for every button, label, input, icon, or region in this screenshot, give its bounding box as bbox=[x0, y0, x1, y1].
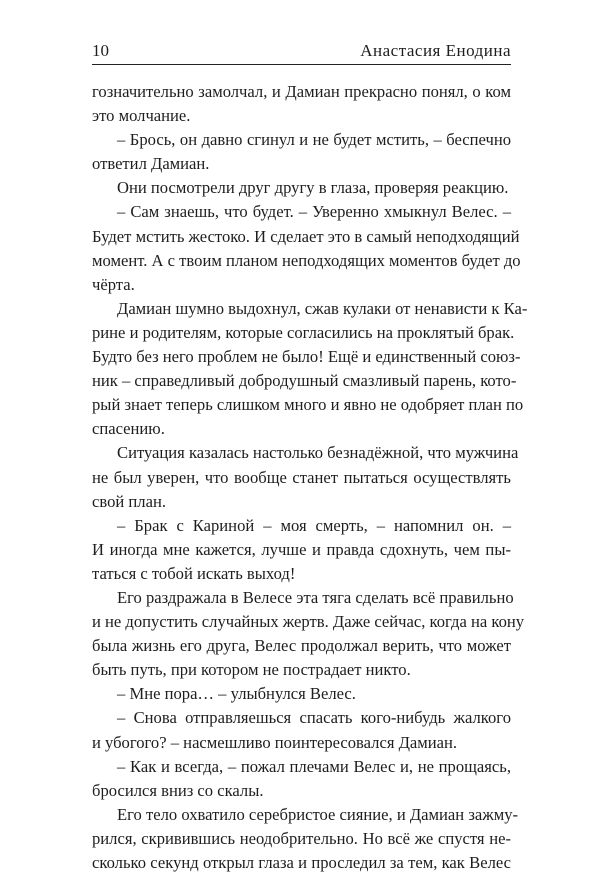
text-line: – Мне пора… – улыбнулся Велес. bbox=[117, 684, 356, 704]
text-line: – Брось, он давно сгинул и не будет мстить, – беспечно bbox=[117, 130, 511, 150]
text-line: это молчание. bbox=[92, 106, 191, 126]
text-line: ник – справедливый добродушный смазливый парень, кото- bbox=[92, 371, 517, 391]
text-line: Они посмотрели друг другу в глаза, проверяя реакцию. bbox=[117, 178, 509, 198]
text-line: рился, скривившись неодобрительно. Но всё же спустя не- bbox=[92, 828, 511, 848]
text-line: момент. А с твоим планом неподходящих моментов будет до bbox=[92, 250, 521, 270]
text-line: – Сам знаешь, что будет. – Уверенно хмыкнул Велес. – bbox=[117, 202, 511, 222]
text-line: быть путь, при котором не пострадает никто. bbox=[92, 660, 411, 680]
running-title: Анастасия Енодина bbox=[360, 41, 511, 60]
text-line: чёрта. bbox=[92, 274, 135, 294]
text-line: рине и родителям, которые согласились на проклятый брак. bbox=[92, 322, 515, 342]
text-line: И иногда мне кажется, лучше и правда сдохнуть, чем пы- bbox=[92, 539, 511, 559]
text-line: гозначительно замолчал, и Дамиан прекрасно понял, о ком bbox=[92, 82, 511, 101]
text-line: – Снова отправляешься спасать кого-нибудь жалкого bbox=[117, 708, 511, 728]
text-line: и не допустить случайных жертв. Даже сейчас, когда на кону bbox=[92, 612, 525, 632]
text-line: и убогого? – насмешливо поинтересовался Дамиан. bbox=[92, 732, 458, 752]
text-line: была жизнь его друга, Велес продолжал верить, что может bbox=[92, 636, 511, 656]
text-line: – Брак с Кариной – моя смерть, – напомнил он. – bbox=[117, 515, 511, 535]
text-line: не был уверен, что вообще станет пытаться осуществлять bbox=[92, 467, 511, 487]
text-line: бросился вниз со скалы. bbox=[92, 780, 264, 800]
text-line: Будто без него проблем не было! Ещё и единственный союз- bbox=[92, 347, 521, 367]
text-line: свой план. bbox=[92, 491, 166, 511]
body-text bbox=[92, 80, 528, 875]
text-line: Ситуация казалась настолько безнадёжной, что мужчина bbox=[117, 443, 519, 463]
text-line: Его тело охватило серебристое сияние, и Дамиан зажму- bbox=[117, 804, 519, 824]
page-header bbox=[92, 36, 511, 65]
text-line: сколько секунд открыл глаза и проследил за тем, как Велес bbox=[92, 853, 511, 872]
text-line: рый знает теперь слишком много и явно не одобряет план по bbox=[92, 395, 524, 415]
text-line: Его раздражала в Велесе эта тяга сделать всё правильно bbox=[117, 587, 514, 607]
text-line: Будет мстить жестоко. И сделает это в самый неподходящий bbox=[92, 226, 520, 246]
text-line: спасению. bbox=[92, 419, 165, 439]
text-line: таться с тобой искать выход! bbox=[92, 563, 296, 583]
text-line: ответил Дамиан. bbox=[92, 154, 210, 174]
text-line: Дамиан шумно выдохнул, сжав кулаки от ненависти к Ка- bbox=[117, 298, 528, 318]
page-number: 10 bbox=[92, 41, 109, 60]
text-line: – Как и всегда, – пожал плечами Велес и, не прощаясь, bbox=[117, 756, 511, 776]
